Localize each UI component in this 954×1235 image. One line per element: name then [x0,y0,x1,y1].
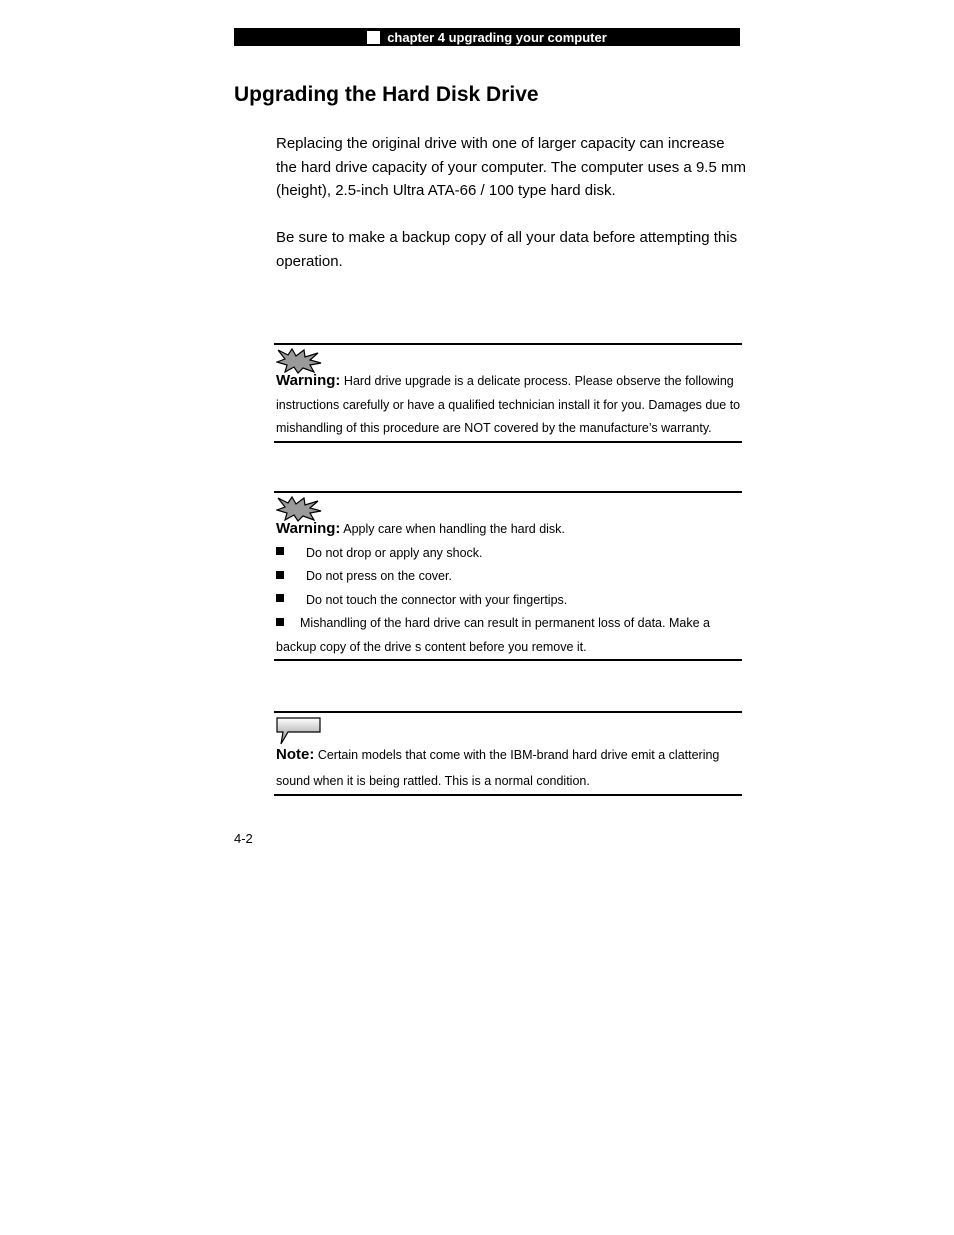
chapter-title: chapter 4 upgrading your computer [387,29,607,45]
bullet-text: Do not drop or apply any shock. [306,545,483,560]
warning-text: Hard drive upgrade is a delicate process. Please observe the following instructions carefully or have a qualified technician install it for you. Damages due to mishandling of this procedure are NOT covered by the manufacture’s warranty. [276,374,741,435]
intro-paragraph: Replacing the original drive with one of larger capacity can increase the hard drive capacity of your computer. The computer uses a 9.5 mm (height), 2.5-inch Ultra ATA-66 / 100 type hard disk. [276,135,746,199]
bullet-square-icon [276,594,284,602]
backup-paragraph: Be sure to make a backup copy of all your data before attempting this operation. [276,229,738,270]
section-title: Upgrading the Hard Disk Drive [234,83,539,106]
bullet-text: Mishandling of the hard drive can result in permanent loss of data. Make a backup copy of the drive s content before you remove it. [276,616,710,654]
list-item [276,589,742,613]
warning-text: Apply care when handling the hard disk. [343,522,565,536]
bullet-text: Do not press on the cover. [306,569,452,583]
warning-box-handling [274,491,742,661]
note-label: Note: [276,746,315,763]
note-text: Certain models that come with the IBM-brand hard drive emit a clattering sound when it is being rattled. This is a normal condition. [276,748,720,788]
warning-label: Warning: [276,520,341,537]
list-item [276,612,742,659]
warning-box-upgrade [274,343,742,443]
note-box [274,711,742,796]
warning-label: Warning: [276,372,341,389]
list-item [276,542,742,566]
page-number: 4-2 [234,831,253,846]
bullet-square-icon [276,618,284,626]
bullet-square-icon [276,547,284,555]
bullet-square-icon [276,571,284,579]
chapter-square-icon [367,31,380,44]
bullet-text: Do not touch the connector with your fingertips. [306,592,568,607]
list-item [276,565,742,589]
chapter-header-bar [234,28,740,46]
